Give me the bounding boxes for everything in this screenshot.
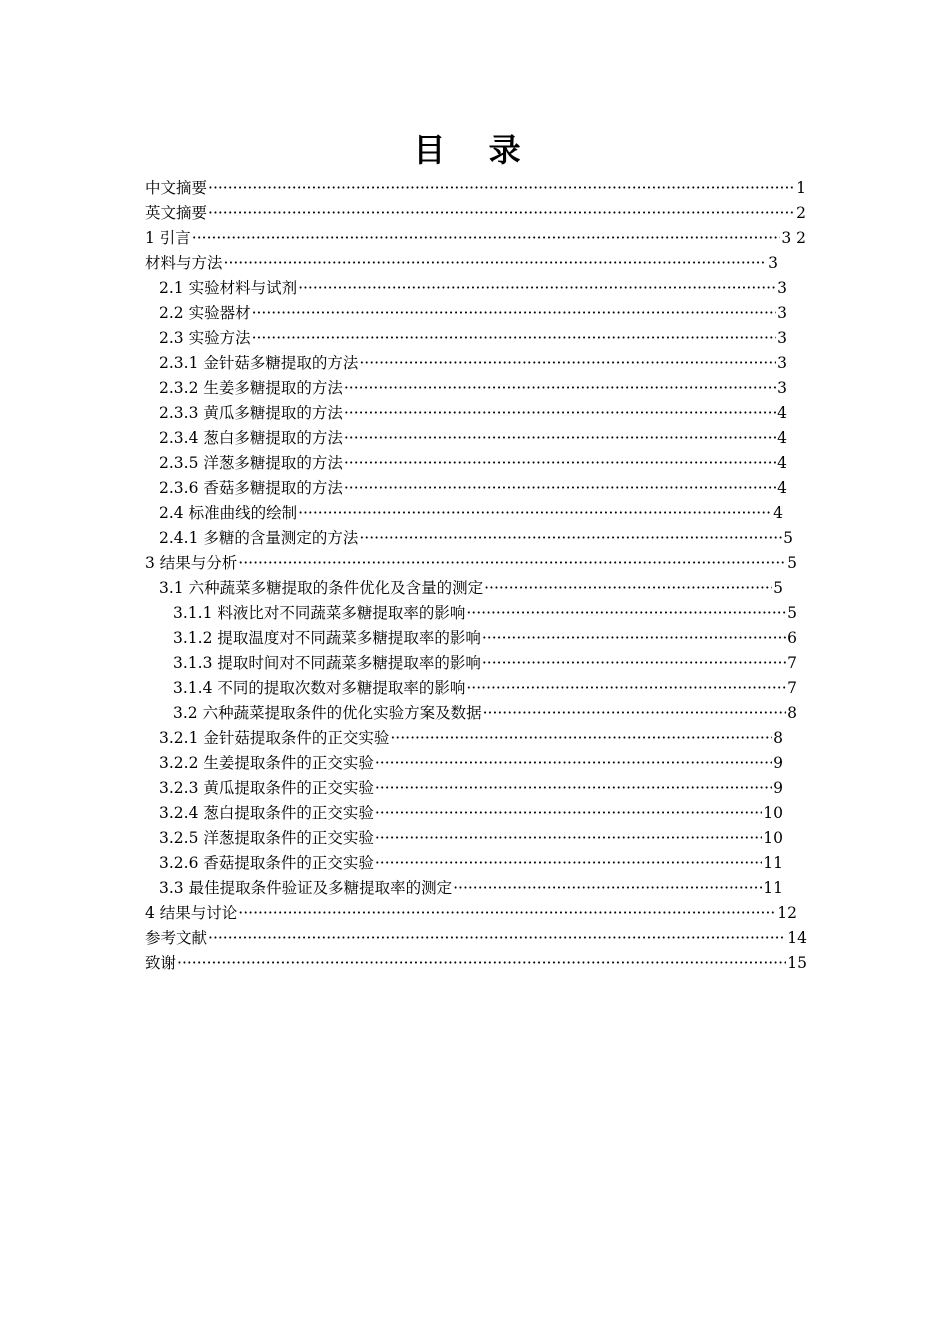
toc-page-number: 7 — [787, 654, 797, 672]
toc-entry-label: 2.3 实验方法 — [159, 329, 251, 347]
toc-entry-label: 3.2.2 生姜提取条件的正交实验 — [159, 754, 374, 772]
toc-leader — [224, 251, 768, 275]
toc-leader — [344, 426, 776, 450]
toc-entry-label: 英文摘要 — [145, 204, 208, 222]
toc-entry[interactable] — [159, 426, 787, 450]
toc-entry-label: 3.1.2 提取温度对不同蔬菜多糖提取率的影响 — [173, 629, 481, 647]
toc-entry[interactable] — [159, 876, 783, 900]
toc-page-number: 3 — [777, 354, 787, 372]
toc-leader — [466, 601, 786, 625]
toc-leader — [344, 401, 776, 425]
toc-page-number: 12 — [777, 904, 797, 922]
toc-entry[interactable] — [159, 801, 783, 825]
toc-entry-label: 2.3.6 香菇多糖提取的方法 — [159, 479, 343, 497]
toc-page-number: 3 — [777, 304, 787, 322]
toc-entry[interactable] — [159, 401, 787, 425]
toc-page-number: 4 — [777, 479, 787, 497]
toc-entry[interactable] — [145, 176, 806, 200]
toc-leader — [298, 276, 776, 300]
toc-entry[interactable] — [173, 676, 797, 700]
toc-entry[interactable] — [159, 826, 783, 850]
toc-entry-label: 3.1.4 不同的提取次数对多糖提取率的影响 — [173, 679, 466, 697]
toc-page-number: 10 — [763, 829, 783, 847]
toc-entry-label: 3.2.6 香菇提取条件的正交实验 — [159, 854, 374, 872]
toc-entry-label: 3.2.3 黄瓜提取条件的正交实验 — [159, 779, 374, 797]
toc-page-number: 5 — [783, 529, 793, 547]
toc-page-number: 4 — [777, 429, 787, 447]
toc-page-number: 5 — [787, 554, 797, 572]
toc-leader — [482, 626, 786, 650]
toc-entry-label: 2.1 实验材料与试剂 — [159, 279, 298, 297]
toc-entry-label: 2.3.3 黄瓜多糖提取的方法 — [159, 404, 343, 422]
toc-entry-label: 2.2 实验器材 — [159, 304, 251, 322]
toc-entry-label: 2.4.1 多糖的含量测定的方法 — [159, 529, 359, 547]
toc-page-number: 14 — [787, 929, 807, 947]
toc-leader — [238, 551, 786, 575]
toc-entry[interactable] — [159, 776, 783, 800]
toc-entry-label: 3.3 最佳提取条件验证及多糖提取率的测定 — [159, 879, 453, 897]
toc-entry-label: 3.2.1 金针菇提取条件的正交实验 — [159, 729, 390, 747]
toc-leader — [390, 726, 772, 750]
toc-entry[interactable] — [173, 626, 797, 650]
toc-entry[interactable] — [145, 551, 797, 575]
toc-entry-label: 2.3.2 生姜多糖提取的方法 — [159, 379, 343, 397]
toc-entry[interactable] — [159, 376, 787, 400]
toc-leader — [192, 226, 781, 250]
toc-entry[interactable] — [145, 201, 806, 225]
toc-page-number: 15 — [787, 954, 807, 972]
toc-entry-label: 3.2.4 葱白提取条件的正交实验 — [159, 804, 374, 822]
toc-page-number: 8 — [773, 729, 783, 747]
toc-entry-label: 参考文献 — [145, 929, 208, 947]
toc-leader — [208, 176, 795, 200]
toc-leader — [375, 851, 762, 875]
toc-entry[interactable] — [159, 851, 783, 875]
toc-leader — [359, 526, 782, 550]
toc-entry[interactable] — [145, 901, 797, 925]
toc-entry-label: 3.1.3 提取时间对不同蔬菜多糖提取率的影响 — [173, 654, 481, 672]
toc-leader — [208, 201, 795, 225]
toc-entry[interactable] — [159, 476, 787, 500]
toc-leader — [484, 576, 772, 600]
toc-entry[interactable] — [173, 701, 797, 725]
toc-entry[interactable] — [159, 301, 787, 325]
toc-page-number: 11 — [763, 854, 783, 872]
toc-entry[interactable] — [159, 451, 787, 475]
toc-leader — [483, 701, 787, 725]
toc-entry-label: 3.2.5 洋葱提取条件的正交实验 — [159, 829, 374, 847]
toc-entry-label: 2.3.1 金针菇多糖提取的方法 — [159, 354, 359, 372]
toc-entry[interactable] — [145, 951, 807, 975]
toc-page-number: 3 — [768, 254, 778, 272]
toc-entry[interactable] — [159, 751, 783, 775]
toc-entry-label: 3.1 六种蔬菜多糖提取的条件优化及含量的测定 — [159, 579, 484, 597]
toc-leader — [238, 901, 776, 925]
toc-entry[interactable] — [159, 326, 787, 350]
toc-page-number: 10 — [763, 804, 783, 822]
toc-entry-label: 2.4 标准曲线的绘制 — [159, 504, 298, 522]
toc-entry-label: 致谢 — [145, 954, 177, 972]
toc-entry[interactable] — [173, 601, 797, 625]
toc-entry[interactable] — [159, 726, 783, 750]
toc-leader — [344, 451, 776, 475]
toc-leader — [453, 876, 762, 900]
toc-entry[interactable] — [159, 526, 793, 550]
toc-entry[interactable] — [145, 226, 806, 250]
toc-page-number: 5 — [773, 579, 783, 597]
toc-leader — [482, 651, 786, 675]
toc-page-number: 4 — [777, 454, 787, 472]
toc-entry[interactable] — [159, 501, 783, 525]
toc-page-number: 11 — [763, 879, 783, 897]
toc-page-number: 3 — [777, 279, 787, 297]
toc-page-number: 7 — [787, 679, 797, 697]
toc-entry-label: 材料与方法 — [145, 254, 223, 272]
page-title: 目 录 — [413, 131, 537, 169]
toc-entry[interactable] — [173, 651, 797, 675]
toc-entry[interactable] — [145, 251, 778, 275]
toc-entry-label: 2.3.4 葱白多糖提取的方法 — [159, 429, 343, 447]
toc-leader — [375, 751, 772, 775]
toc-page-number: 8 — [787, 704, 797, 722]
toc-page-number: 1 — [796, 179, 806, 197]
toc-leader — [359, 351, 776, 375]
toc-leader — [466, 676, 786, 700]
toc-leader — [375, 776, 772, 800]
toc-entry-label: 1 引言 — [145, 229, 191, 247]
toc-leader — [252, 326, 777, 350]
toc-page-number: 2 — [796, 204, 806, 222]
toc-page-number: 5 — [787, 604, 797, 622]
toc-page-number: 4 — [777, 404, 787, 422]
toc-leader — [177, 951, 786, 975]
toc-entry-label: 3 结果与分析 — [145, 554, 238, 572]
toc-entry[interactable] — [159, 576, 783, 600]
toc-leader — [344, 376, 776, 400]
toc-entry-label: 2.3.5 洋葱多糖提取的方法 — [159, 454, 343, 472]
toc-entry-label: 中文摘要 — [145, 179, 208, 197]
toc-leader — [208, 926, 786, 950]
toc-leader — [252, 301, 777, 325]
toc-entry-label: 3.2 六种蔬菜提取条件的优化实验方案及数据 — [173, 704, 482, 722]
toc-page-number: 3 — [777, 379, 787, 397]
toc-entry[interactable] — [159, 276, 787, 300]
toc-entry[interactable] — [145, 926, 807, 950]
toc-page-number: 3 — [777, 329, 787, 347]
toc-page-number: 4 — [773, 504, 783, 522]
toc-page-number: 9 — [773, 754, 783, 772]
toc-leader — [375, 801, 762, 825]
toc-leader — [375, 826, 762, 850]
toc-page-number: 6 — [787, 629, 797, 647]
toc-page-number: 3 2 — [781, 229, 806, 247]
toc-leader — [298, 501, 772, 525]
toc-entry[interactable] — [159, 351, 787, 375]
toc-entry-label: 3.1.1 料液比对不同蔬菜多糖提取率的影响 — [173, 604, 466, 622]
toc-entry-label: 4 结果与讨论 — [145, 904, 238, 922]
toc-leader — [344, 476, 776, 500]
toc-page-number: 9 — [773, 779, 783, 797]
